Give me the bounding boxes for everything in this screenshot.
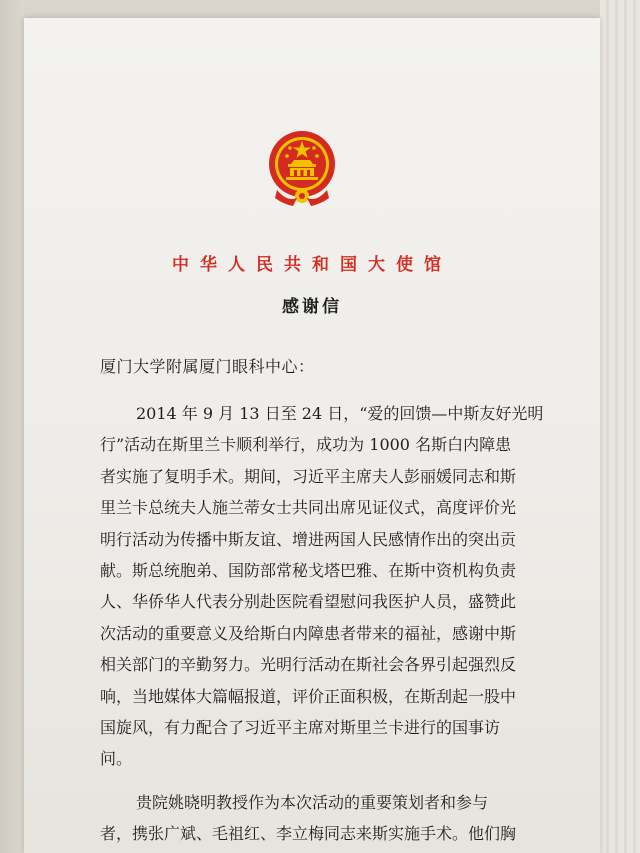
body-line: 者实施了复明手术。期间，习近平主席夫人彭丽媛同志和斯 [100,466,517,486]
body-line: 人、华侨华人代表分别赴医院看望慰问我医护人员，盛赞此 [100,592,517,612]
body-line: 里兰卡总统夫人施兰蒂女士共同出席见证仪式，高度评价光 [100,498,517,518]
letter-body [100,398,544,849]
body-line: 次活动的重要意义及给斯白内障患者带来的福祉，感谢中斯 [100,623,517,643]
body-line: 献。斯总统胞弟、国防部常秘戈塔巴雅、在斯中资机构负责 [100,560,517,580]
body-line: 国旋风，有力配合了习近平主席对斯里兰卡进行的国事访 [100,717,501,737]
paragraph-gap [100,775,512,787]
backdrop-right [600,0,640,853]
body-line: 贵院姚晓明教授作为本次活动的重要策划者和参与 [136,792,489,812]
letter-title: 感谢信 [282,297,342,317]
body-line: 者，携张广斌、毛祖红、李立梅同志来斯实施手术。他们胸 [100,824,517,844]
body-line: 2014 年 9 月 13 日至 24 日，“爱的回馈—中斯友好光明 [136,404,544,423]
body-line: 相关部门的辛勤努力。光明行活动在斯社会各界引起强烈反 [100,655,517,675]
body-line: 响，当地媒体大篇幅报道，评价正面积极，在斯刮起一股中 [100,686,517,706]
letter-page [24,18,600,853]
backdrop-left [0,0,24,853]
national-emblem-icon [267,128,337,210]
body-line: 明行活动为传播中斯友谊、增进两国人民感情作出的突出贡 [100,529,517,549]
recipient: 厦门大学附属厦门眼科中心： [100,357,315,376]
embassy-name: 中华人民共和国大使馆 [172,255,452,275]
body-line: 问。 [100,749,133,769]
body-line: 行”活动在斯里兰卡顺利举行，成功为 1000 名斯白内障患 [100,435,512,455]
